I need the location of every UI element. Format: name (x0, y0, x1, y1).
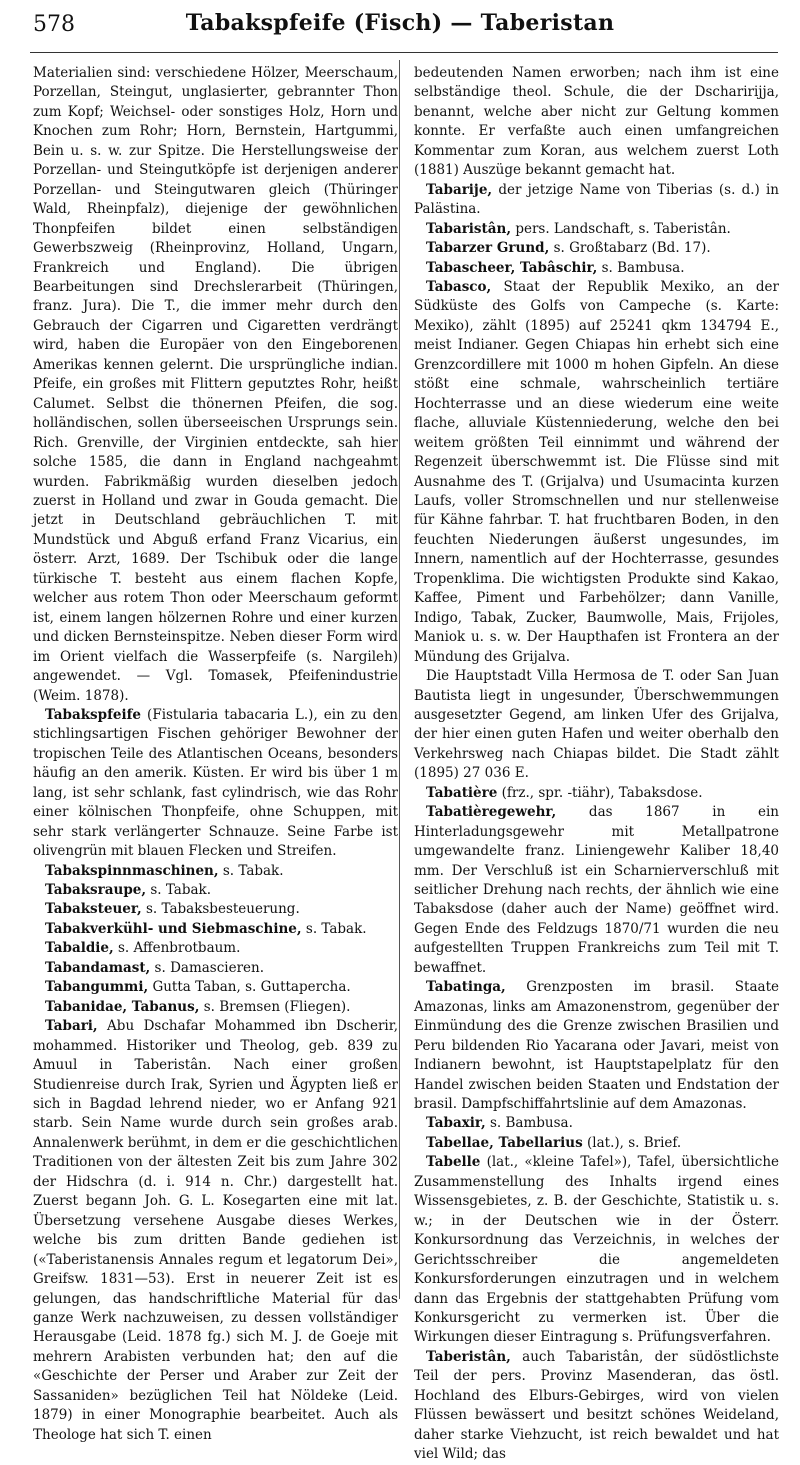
dictionary-entry (414, 181, 779, 220)
dictionary-entry (414, 1348, 779, 1465)
entry-headword: Tabaldie, (45, 940, 114, 957)
entry-headword: Tabellae, Tabellarius (426, 1134, 583, 1151)
entry-text: Staat der Republik Mexiko, an der Südküste des Golfs von Campeche (s. Karte: Mexiko), zählt (1895) auf 25241 qkm 134794 E., meist Indianer. Gegen Chiapas hin erhebt sich eine Grenzcordillere mit 1000 m hohen Gipfeln. An diese stößt eine schmale, wahrscheinlich tertiäre Hochterrasse und an diese wiederum eine weite flache, alluviale Küstenniederung, welche den bei weitem größten Teil einnimmt und während der Regenzeit überschwemmt ist. Die Flüsse sind mit Ausnahme des T. (Grijalva) und Usumacinta kurzen Laufs, voller Stromschnellen und nur stellenweise für Kähne fahrbar. T. hat fruchtbaren Boden, in den feuchten Niederungen äußerst ungesundes, im Innern, namentlich auf der Hochterrasse, gesundes Tropenklima. Die wichtigsten Produkte sind Kakao, Kaffee, Piment und Farbehölzer; dann Vanille, Indigo, Tabak, Zucker, Baumwolle, Mais, Frijoles, Maniok u. s. w. Der Haupthafen ist Frontera an der Mündung des Grijalva. (414, 278, 779, 665)
dictionary-entry (414, 978, 779, 1114)
entry-text: auch Tabaristân, der südöstlichste Teil der pers. Provinz Masenderan, das östl. Hochland des Elburs-Gebirges, wird von vielen Flüssen bewässert und besitzt schönes Weideland, daher starke Viehzucht, ist reich bewaldet und hat viel Wild; das (414, 1348, 779, 1463)
entry-text: Materialien sind: verschiedene Hölzer, Meerschaum, Porzellan, Steingut, unglasierter, gebrannter Thon zum Kopf; Weichsel- oder sonstiges Holz, Horn und Knochen zum Rohr; Horn, Bernstein, Hartgummi, Bein u. s. w. zur Spitze. Die Herstellungsweise der Porzellan- und Steingutköpfe ist derjenigen anderer Porzellan- und Steingutwaren gleich (Thüringer Wald, Rheinpfalz), diejenige der gewöhnlichen Thonpfeifen bildet einen selbständigen Gewerbszweig (Rheinprovinz, Holland, Ungarn, Frankreich und England). Die übrigen Bearbeitungen sind Drechslerarbeit (Thüringen, franz. Jura). Die T., die immer mehr durch den Gebrauch der Cigarren und Cigaretten verdrängt wird, haben die Europäer von den Eingeborenen Amerikas kennen gelernt. Die ursprüngliche indian. Pfeife, ein großes mit Flittern geputztes Rohr, heißt Calumet. Selbst die thönernen Pfeifen, die sog. holländischen, sollen überseeischen Ursprungs sein. Rich. Grenville, der Virginien entdeckte, sah hier solche 1585, die dann in England nachgeahmt wurden. Fabrikmäßig wurden dieselben jedoch zuerst in Holland und zwar in Gouda gemacht. Die jetzt in Deutschland gebräuchlichen T. mit Mundstück und Abguß erfand Franz Vicarius, ein österr. Arzt, 1689. Der Tschibuk oder die lange türkische T. besteht aus einem flachen Kopfe, welcher aus rotem Thon oder Meerschaum geformt ist, einem langen hölzernen Rohre und einer kurzen und dicken Bernsteinspitze. Neben dieser Form wird im Orient vielfach die Wasserpfeife (s. Nargileh) angewendet. — Vgl. Tomasek, Pfeifenindustrie (Weim. 1878). (33, 65, 398, 704)
dictionary-entry (414, 1153, 779, 1348)
page-number: 578 (33, 12, 75, 37)
entry-headword: Tabatièregewehr, (426, 804, 557, 821)
entry-headword: Tabaristân, (426, 220, 512, 237)
dictionary-entry (33, 939, 398, 958)
entry-text: s. Tabak. (301, 920, 367, 937)
entry-headword: Tabarzer Grund, (426, 240, 550, 257)
entry-headword: Tabaxir, (426, 1115, 486, 1132)
dictionary-entry (414, 259, 779, 278)
left-column (33, 64, 398, 1445)
dictionary-entry (33, 900, 398, 919)
entry-text: das 1867 in ein Hinterladungsgewehr mit Metallpatrone umgewandelte franz. Liniengewehr Kaliber 18,40 mm. Der Verschluß ist ein Scharnierverschluß mit seitlicher Drehung nach rechts, der ähnlich wie eine Tabaksdose (daher auch der Name) geöffnet wird. Gegen Ende des Feldzugs 1870/71 wurden die neu aufgestellten Truppen Frankreichs zum Teil mit T. bewaffnet. (414, 804, 779, 976)
dictionary-entry (414, 239, 779, 258)
entry-text: s. Damascieren. (150, 959, 265, 976)
entry-text: (Fistularia tabacaria L.), ein zu den stichlingsartigen Fischen gehöriger Bewohner der tropischen Teile des Atlantischen Oceans, besonders häufig an den amerik. Küsten. Er wird bis über 1 m lang, ist sehr schlank, fast cylindrisch, wie das Rohr einer kölnischen Thonpfeife, ohne Schuppen, mit sehr stark verlängerter Schnauze. Seine Farbe ist olivengrün mit blauen Flecken und Streifen. (33, 706, 398, 860)
entry-headword: Tabakspinnmaschinen, (45, 862, 219, 879)
right-column (414, 64, 779, 1465)
entry-headword: Tabanidae, Tabanus, (45, 998, 200, 1015)
dictionary-entry (414, 278, 779, 667)
dictionary-entry (33, 862, 398, 881)
entry-text: Die Hauptstadt Villa Hermosa de T. oder San Juan Bautista liegt in ungesunder, Überschwemmungen ausgesetzter Gegend, am linken Ufer des Grijalva, der hier einen guten Hafen und weiter oberhalb den Verkehrsweg nach Chiapas bildet. Die Stadt zählt (1895) 27 036 E. (414, 668, 779, 782)
entry-headword: Tabaksteuer, (45, 901, 142, 918)
dictionary-entry (33, 881, 398, 900)
dictionary-entry (33, 998, 398, 1017)
running-head: Tabakspfeife (Fisch) — Taberistan (185, 10, 615, 36)
entry-text: (lat., «kleine Tafel»), Tafel, übersichtliche Zusammenstellung des Inhalts irgend eines Wissensgebietes, z. B. der Geschichte, Statistik u. s. w.; in der Deutschen wie in der Österr. Konkursordnung das Verzeichnis, in welches der Gerichtsschreiber die angemeldeten Konkursforderungen einzutragen und in welchem dann das Ergebnis der stattgehabten Prüfung vom Konkursgericht zu vermerken ist. Über die Wirkungen dieser Eintragung s. Prüfungsverfahren. (414, 1154, 779, 1346)
entry-text: Grenzposten im brasil. Staate Amazonas, links am Amazonenstrom, gegenüber der Einmündung des die Grenze zwischen Brasilien und Peru bildenden Rio Yacarana oder Javari, meist von Indianern bewohnt, ist Hauptstapelplatz für den Handel zwischen beiden Staaten und Endstation der brasil. Dampfschiffahrtslinie auf dem Amazonas. (414, 979, 779, 1113)
dictionary-entry (414, 64, 779, 181)
dictionary-entry (33, 959, 398, 978)
entry-headword: Tabascheer, Tabâschir, (426, 259, 598, 276)
entry-headword: Tabangummi, (45, 979, 149, 996)
entry-text: der jetzige Name von Tiberias (s. d.) in Palästina. (414, 181, 779, 218)
dictionary-entry (33, 706, 398, 862)
dictionary-entry (414, 1114, 779, 1133)
dictionary-entry (33, 1017, 398, 1445)
header-rule (30, 52, 778, 53)
entry-text: s. Tabak. (218, 862, 284, 879)
entry-headword: Tabasco, (426, 278, 492, 295)
entry-headword: Tabandamast, (45, 959, 151, 976)
entry-headword: Tabari, (45, 1018, 98, 1035)
entry-text: s. Tabaksbesteuerung. (141, 901, 300, 918)
entry-text: (lat.), s. Brief. (582, 1134, 682, 1151)
entry-headword: Tabaksraupe, (45, 882, 147, 899)
dictionary-entry (414, 1134, 779, 1153)
entry-text: (frz., spr. -tiähr), Tabaksdose. (497, 784, 703, 801)
entry-text: bedeutenden Namen erworben; nach ihm ist eine selbständige theol. Schule, die der Dscharirijja, benannt, welche aber nicht zur Geltung kommen konnte. Er verfaßte auch einen umfangreichen Kommentar zum Koran, aus welchem zuerst Loth (1881) Auszüge bekannt gemacht hat. (414, 65, 779, 179)
entry-headword: Tabarije, (426, 181, 493, 198)
entry-headword: Taberistân, (426, 1348, 511, 1365)
entry-text: s. Bambusa. (485, 1115, 573, 1132)
entry-text: s. Affenbrotbaum. (113, 940, 241, 957)
entry-text: Gutta Taban, s. Guttapercha. (148, 979, 351, 996)
entry-headword: Tabelle (426, 1154, 481, 1171)
entry-text: s. Bremsen (Fliegen). (199, 998, 351, 1015)
column-divider (399, 60, 400, 1299)
entry-headword: Tabakverkühl- und Siebmaschine, (45, 920, 302, 937)
entry-text: s. Bambusa. (597, 259, 685, 276)
entry-headword: Tabatière (426, 784, 498, 801)
dictionary-entry (414, 667, 779, 784)
entry-text: Abu Dschafar Mohammed ibn Dscherir, mohammed. Historiker und Theolog, geb. 839 zu Amuul in Taberistân. Nach einer großen Studienreise durch Irak, Syrien und Ägypten ließ er sich in Bagdad lehrend nieder, wo er Anfang 921 starb. Sein Name wurde durch sein großes arab. Annalenwerk berühmt, in dem er die geschichtlichen Traditionen von der ältesten Zeit bis zum Jahre 302 der Hidschra (d. i. 914 n. Chr.) dargestellt hat. Zuerst begann Joh. G. L. Kosegarten eine mit lat. Übersetzung versehene Ausgabe dieses Werkes, welche bis zum dritten Bande gediehen ist («Taberistanensis Annales regum et legatorum Dei», Greifsw. 1831—53). Erst in neuerer Zeit ist es gelungen, das handschriftliche Material für das ganze Werk nachzuweisen, zu dessen vollständiger Herausgabe (Leid. 1878 fg.) sich M. J. de Goeje mit mehrern Arabisten verbunden hat; den auf die «Geschichte der Perser und Araber zur Zeit der Sassaniden» bezüglichen Teil hat Nöldeke (Leid. 1879) in einer Monographie bearbeitet. Auch als Theologe hat sich T. einen (33, 1018, 398, 1443)
dictionary-entry (414, 784, 779, 803)
entry-text: pers. Landschaft, s. Taberistân. (511, 220, 731, 237)
entry-headword: Tabatinga, (426, 979, 506, 996)
dictionary-entry (33, 64, 398, 706)
entry-text: s. Tabak. (146, 882, 212, 899)
page-header (0, 0, 800, 52)
entry-text: s. Großtabarz (Bd. 17). (549, 240, 711, 257)
dictionary-entry (33, 978, 398, 997)
dictionary-entry (33, 920, 398, 939)
dictionary-entry (414, 220, 779, 239)
entry-headword: Tabakspfeife (45, 706, 142, 723)
dictionary-entry (414, 803, 779, 978)
